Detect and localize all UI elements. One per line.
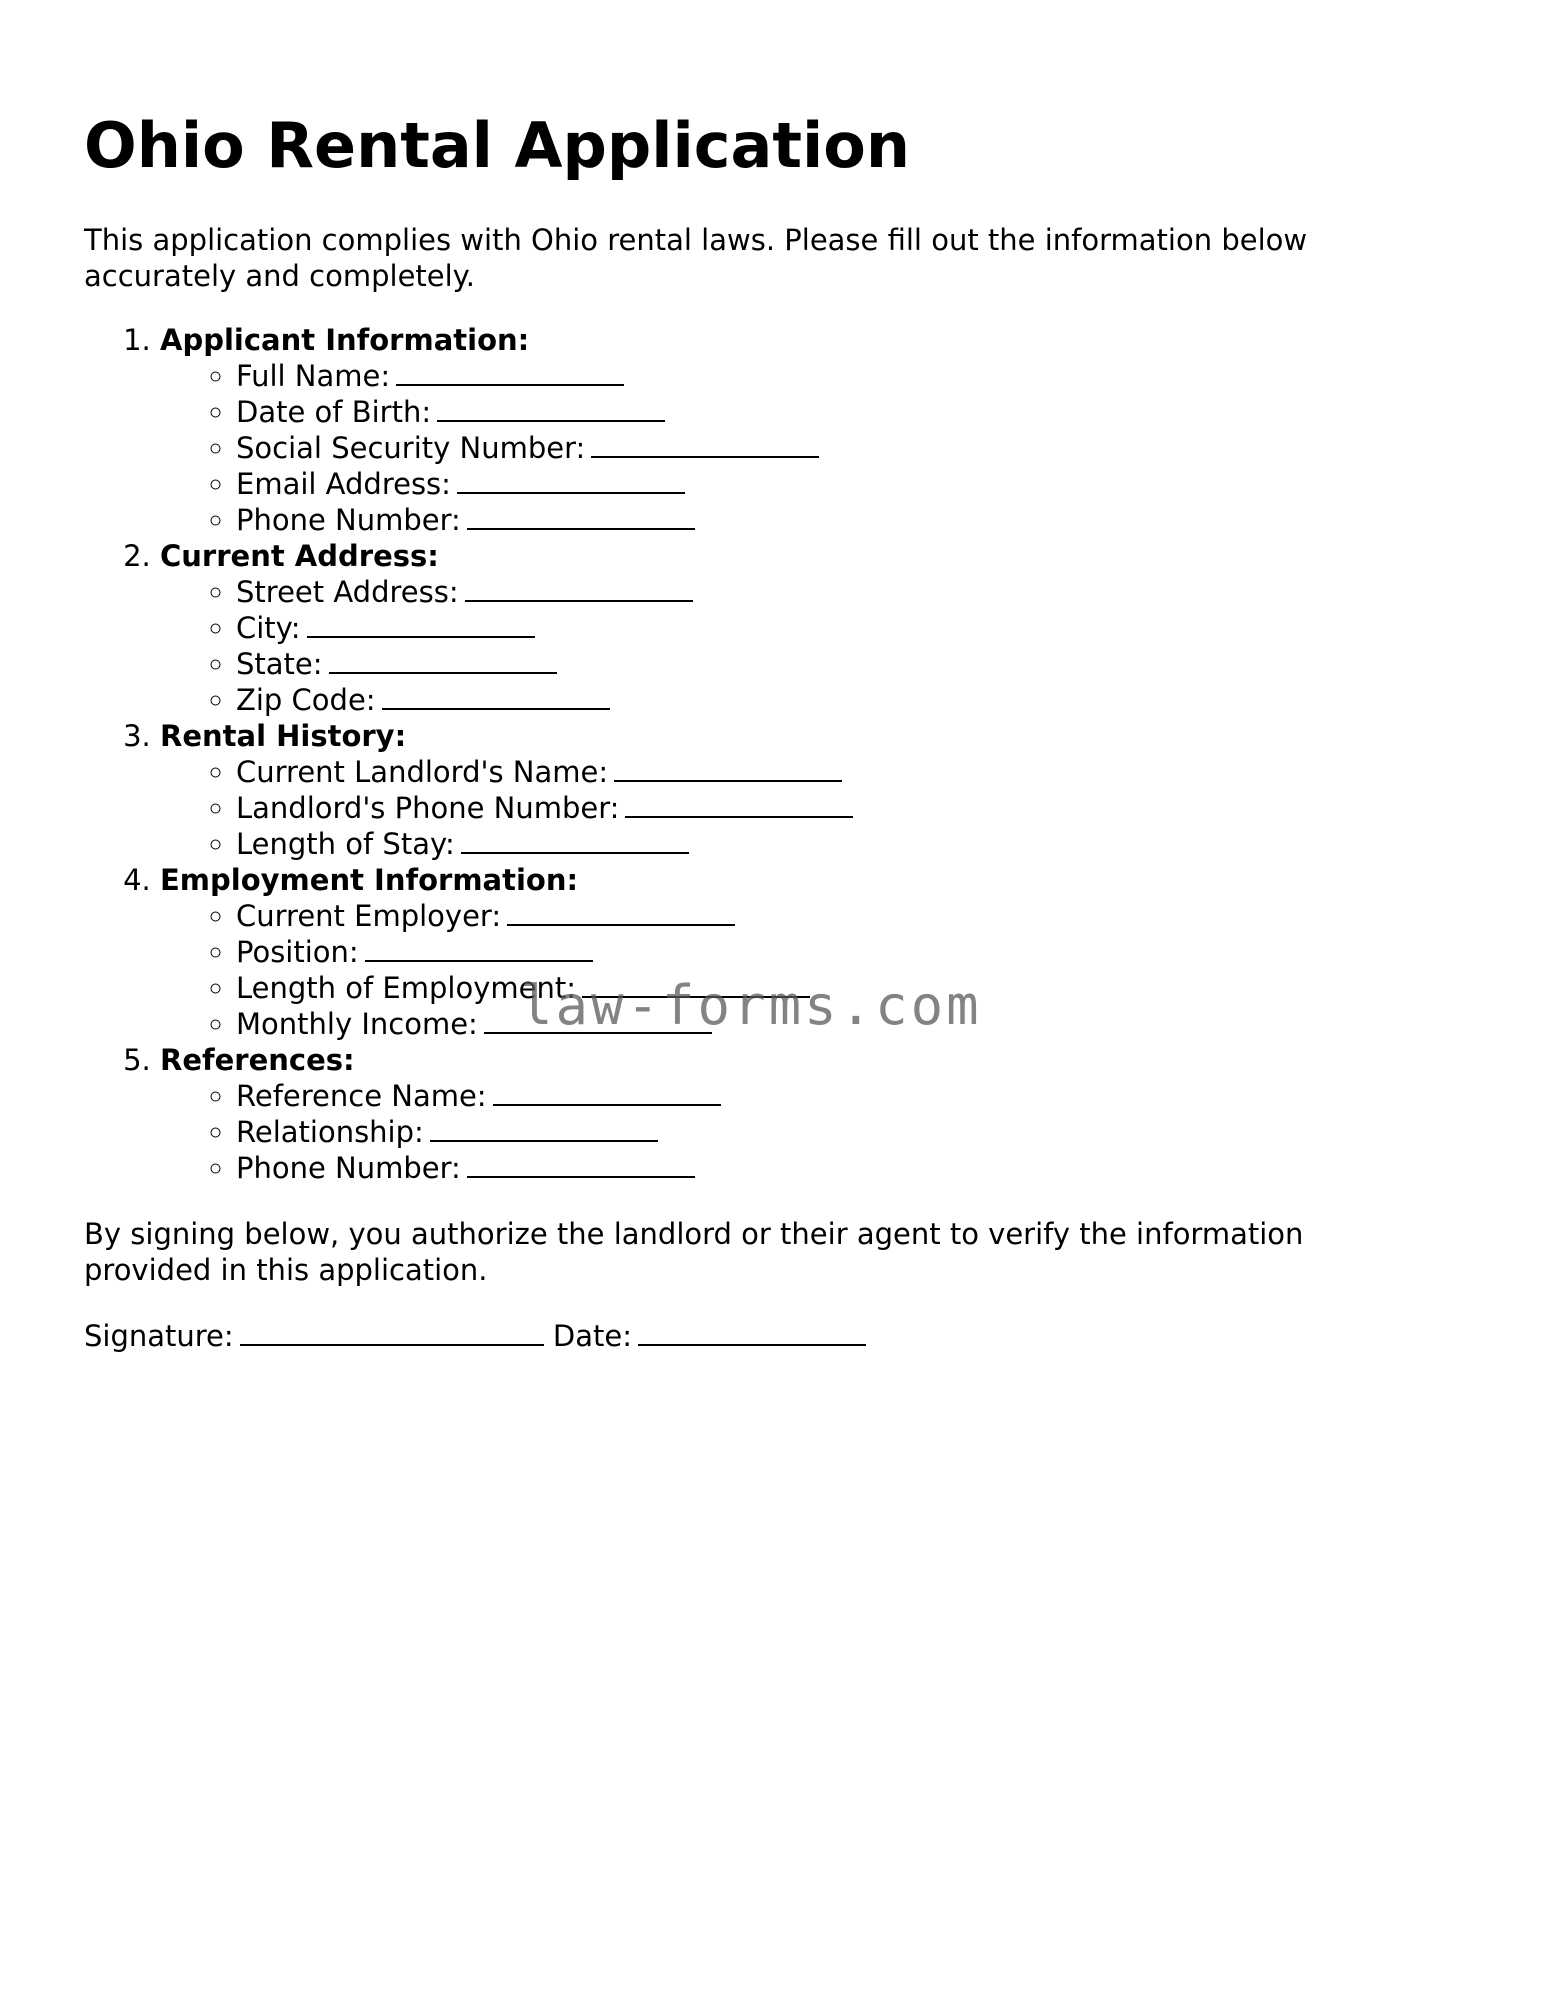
section-title: References: bbox=[160, 1043, 355, 1077]
section-title: Rental History: bbox=[160, 719, 407, 753]
field-list bbox=[160, 358, 1460, 538]
date-of-birth-blank[interactable] bbox=[437, 394, 665, 422]
date-blank[interactable] bbox=[638, 1318, 866, 1346]
field-label: Monthly Income: bbox=[236, 1007, 478, 1041]
intro-paragraph: This application complies with Ohio rental laws. Please fill out the information below accurately and completely. bbox=[84, 223, 1308, 293]
field-label: Phone Number: bbox=[236, 1151, 461, 1185]
field-position bbox=[236, 934, 1460, 970]
section-applicant-information bbox=[160, 322, 1460, 538]
field-reference-name bbox=[236, 1078, 1460, 1114]
authorization-paragraph: By signing below, you authorize the landlord or their agent to verify the information provided in this application. bbox=[84, 1217, 1304, 1287]
field-monthly-income bbox=[236, 1006, 1460, 1042]
signature-line bbox=[84, 1318, 866, 1354]
reference-name-blank[interactable] bbox=[493, 1078, 721, 1106]
field-label: Email Address: bbox=[236, 467, 451, 501]
field-relationship bbox=[236, 1114, 1460, 1150]
field-zip-code bbox=[236, 682, 1460, 718]
field-ssn bbox=[236, 430, 1460, 466]
position-blank[interactable] bbox=[365, 934, 593, 962]
zip-code-blank[interactable] bbox=[382, 682, 610, 710]
field-list bbox=[160, 1078, 1460, 1186]
field-label: Reference Name: bbox=[236, 1079, 487, 1113]
monthly-income-blank[interactable] bbox=[484, 1006, 712, 1034]
street-address-blank[interactable] bbox=[465, 574, 693, 602]
field-city bbox=[236, 610, 1460, 646]
state-blank[interactable] bbox=[329, 646, 557, 674]
field-reference-phone bbox=[236, 1150, 1460, 1186]
field-label: Street Address: bbox=[236, 575, 459, 609]
field-label: Landlord's Phone Number: bbox=[236, 791, 620, 825]
field-landlord-name bbox=[236, 754, 1460, 790]
field-state bbox=[236, 646, 1460, 682]
phone-blank[interactable] bbox=[467, 502, 695, 530]
field-length-of-stay bbox=[236, 826, 1460, 862]
section-title: Current Address: bbox=[160, 539, 439, 573]
field-street-address bbox=[236, 574, 1460, 610]
field-date-of-birth bbox=[236, 394, 1460, 430]
section-rental-history bbox=[160, 718, 1460, 862]
signature-blank[interactable] bbox=[240, 1318, 544, 1346]
field-list bbox=[160, 754, 1460, 862]
field-label: Social Security Number: bbox=[236, 431, 586, 465]
field-label: Date of Birth: bbox=[236, 395, 432, 429]
landlord-name-blank[interactable] bbox=[614, 754, 842, 782]
page-title: Ohio Rental Application bbox=[84, 109, 910, 182]
section-title: Employment Information: bbox=[160, 863, 579, 897]
section-title: Applicant Information: bbox=[160, 323, 530, 357]
section-employment-information bbox=[160, 862, 1460, 1042]
field-label: Length of Employment: bbox=[236, 971, 576, 1005]
city-blank[interactable] bbox=[307, 610, 535, 638]
field-label: Relationship: bbox=[236, 1115, 424, 1149]
field-length-of-employment bbox=[236, 970, 1460, 1006]
relationship-blank[interactable] bbox=[430, 1114, 658, 1142]
date-label: Date: bbox=[552, 1319, 632, 1353]
field-landlord-phone bbox=[236, 790, 1460, 826]
sections-list bbox=[84, 322, 1460, 1186]
field-list bbox=[160, 574, 1460, 718]
field-list bbox=[160, 898, 1460, 1042]
section-current-address bbox=[160, 538, 1460, 718]
field-label: Position: bbox=[236, 935, 359, 969]
field-label: Current Landlord's Name: bbox=[236, 755, 609, 789]
ssn-blank[interactable] bbox=[591, 430, 819, 458]
field-label: Phone Number: bbox=[236, 503, 461, 537]
section-references bbox=[160, 1042, 1460, 1186]
field-email bbox=[236, 466, 1460, 502]
field-label: Current Employer: bbox=[236, 899, 502, 933]
email-blank[interactable] bbox=[457, 466, 685, 494]
landlord-phone-blank[interactable] bbox=[625, 790, 853, 818]
field-phone bbox=[236, 502, 1460, 538]
field-label: Zip Code: bbox=[236, 683, 376, 717]
signature-label: Signature: bbox=[84, 1319, 234, 1353]
field-full-name bbox=[236, 358, 1460, 394]
field-label: Full Name: bbox=[236, 359, 391, 393]
current-employer-blank[interactable] bbox=[507, 898, 735, 926]
field-label: Length of Stay: bbox=[236, 827, 455, 861]
field-current-employer bbox=[236, 898, 1460, 934]
field-label: State: bbox=[236, 647, 323, 681]
reference-phone-blank[interactable] bbox=[467, 1150, 695, 1178]
watermark: law-forms.com bbox=[520, 974, 982, 1037]
length-of-stay-blank[interactable] bbox=[461, 826, 689, 854]
field-label: City: bbox=[236, 611, 301, 645]
full-name-blank[interactable] bbox=[396, 358, 624, 386]
length-of-employment-blank[interactable] bbox=[582, 970, 810, 998]
